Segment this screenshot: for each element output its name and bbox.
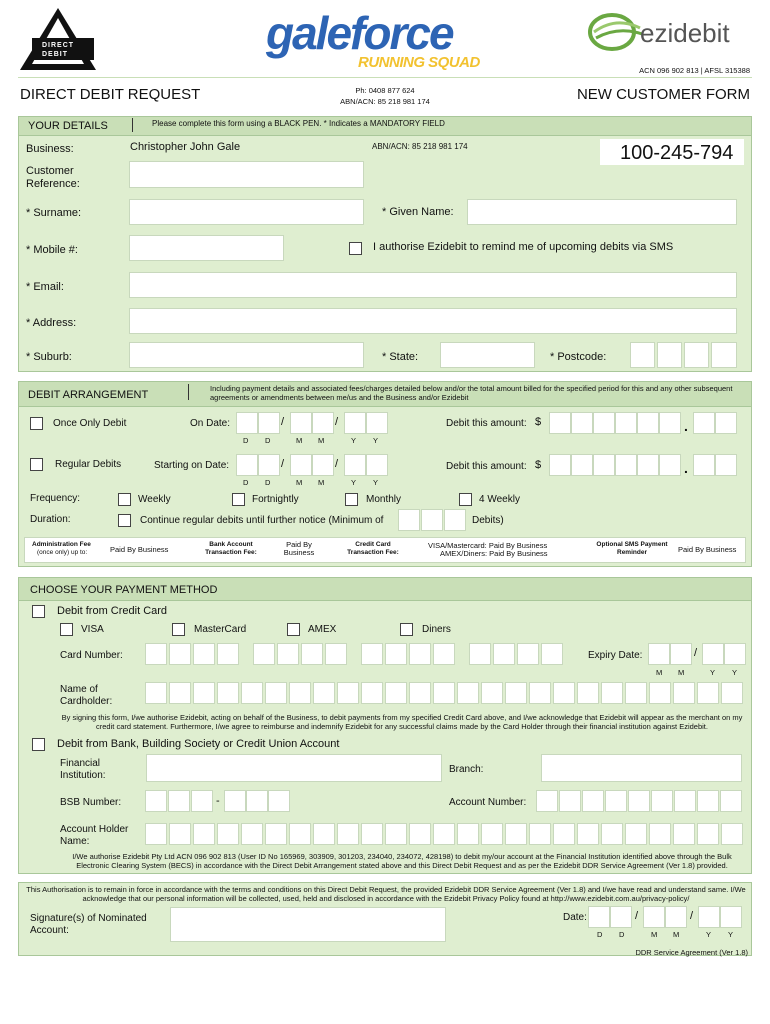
starting-on-label: Starting on Date: <box>154 460 230 471</box>
regular-date-y1[interactable] <box>344 454 366 476</box>
signature-input[interactable] <box>170 907 446 942</box>
regular-amount-3[interactable] <box>593 454 615 476</box>
account-holder-char-2[interactable] <box>169 823 191 845</box>
state-input[interactable] <box>440 342 535 368</box>
account-holder-char-21[interactable] <box>625 823 647 845</box>
sign-date-d2[interactable] <box>610 906 632 928</box>
mobile-input[interactable] <box>129 235 284 261</box>
cardholder-char-19[interactable] <box>577 682 599 704</box>
cardholder-char-1[interactable] <box>145 682 167 704</box>
sign-date-d1[interactable] <box>588 906 610 928</box>
date-letter: M <box>318 478 325 487</box>
bank-fee-value: Paid By Business <box>283 540 315 557</box>
card-number-digit-12[interactable] <box>433 643 455 665</box>
account-holder-char-22[interactable] <box>649 823 671 845</box>
cardholder-char-23[interactable] <box>673 682 695 704</box>
cardholder-char-22[interactable] <box>649 682 671 704</box>
account-holder-char-4[interactable] <box>217 823 239 845</box>
date-slash: / <box>635 910 639 922</box>
regular-cents-1[interactable] <box>693 454 715 476</box>
surname-input[interactable] <box>129 199 364 225</box>
account-holder-label: Account Holder Name: <box>60 824 129 847</box>
date-letter: D <box>597 930 603 939</box>
email-label: * Email: <box>26 281 64 293</box>
once-amount-2[interactable] <box>571 412 593 434</box>
regular-date-d2[interactable] <box>258 454 280 476</box>
postcode-digit-3[interactable] <box>684 342 709 368</box>
once-cents-2[interactable] <box>715 412 737 434</box>
once-date-m2[interactable] <box>312 412 334 434</box>
date-letter: Y <box>351 478 357 487</box>
bsb-digit-2[interactable] <box>168 790 190 812</box>
cardholder-char-15[interactable] <box>481 682 503 704</box>
expiry-letter: M <box>678 668 685 677</box>
card-mastercard-checkbox[interactable] <box>172 623 185 636</box>
account-holder-char-23[interactable] <box>673 823 695 845</box>
debit-arrangement-description: Including payment details and associated fees/charges detailed below and/or the total amount billed for the specified period for this and any other subsequent agreements or amendments between me/us and the Business and/or Ezidebit <box>210 384 733 402</box>
bsb-digit-4[interactable] <box>224 790 246 812</box>
account-holder-char-17[interactable] <box>529 823 551 845</box>
direct-debit-logo <box>18 8 98 72</box>
card-authorisation-text: By signing this form, I/we authorise Ezidebit, acting on behalf of the Business, to debit payments from my specified Credit Card above, and I/we acknowledge that Ezidebit will appear as the merchant on my credit card statement. Furthermore, I/we agree to reimburse and indemnify Ezidebit for any successful claims made by the Card Holder through their financial institution against Ezidebit. <box>61 713 743 731</box>
once-amount-5[interactable] <box>637 412 659 434</box>
expiry-y1[interactable] <box>702 643 724 665</box>
business-id: 100-245-794 <box>620 142 734 164</box>
authorisation-terms: This Authorisation is to remain in force in accordance with the terms and conditions on this Direct Debit Request, the provided Ezidebit DDR Service Agreement (Ver 1.8) and I/we have read and understand same. I/We acknowledge that our personal information will be collected, used, held and disclosed in accordance with the Ezidebit Privacy Policy found at http://www.ezidebit.com.au/privacy-policy/ <box>26 885 746 903</box>
expiry-letter: Y <box>732 668 738 677</box>
card-number-digit-2[interactable] <box>169 643 191 665</box>
cardholder-char-4[interactable] <box>217 682 239 704</box>
account-holder-char-3[interactable] <box>193 823 215 845</box>
account-number-label: Account Number: <box>449 797 527 808</box>
account-number-digit-8[interactable] <box>697 790 719 812</box>
direct-debit-logo-icon <box>18 8 98 72</box>
cardholder-char-10[interactable] <box>361 682 383 704</box>
regular-date-d1[interactable] <box>236 454 258 476</box>
date-letter: Y <box>728 930 734 939</box>
date-slash: / <box>335 458 339 470</box>
cardholder-char-16[interactable] <box>505 682 527 704</box>
cardholder-char-2[interactable] <box>169 682 191 704</box>
regular-amount-6[interactable] <box>659 454 681 476</box>
galeforce-logo-main: galeforce <box>266 7 453 59</box>
account-holder-char-18[interactable] <box>553 823 575 845</box>
card-number-digit-6[interactable] <box>277 643 299 665</box>
on-date-label: On Date: <box>190 418 231 429</box>
postcode-label: * Postcode: <box>550 351 607 363</box>
once-date-d1[interactable] <box>236 412 258 434</box>
account-holder-char-14[interactable] <box>457 823 479 845</box>
date-letter: D <box>265 436 271 445</box>
card-fee-value-1: VISA/Mastercard: Paid By Business <box>428 541 548 550</box>
given-name-input[interactable] <box>467 199 737 225</box>
credit-card-checkbox[interactable] <box>32 605 45 618</box>
decimal-point: . <box>684 460 688 476</box>
account-number-digit-4[interactable] <box>605 790 627 812</box>
date-letter: Y <box>373 478 379 487</box>
cardholder-char-17[interactable] <box>529 682 551 704</box>
your-details-instruction: Please complete this form using a BLACK PEN. * Indicates a MANDATORY FIELD <box>152 119 445 128</box>
account-holder-char-5[interactable] <box>241 823 263 845</box>
account-holder-char-8[interactable] <box>313 823 335 845</box>
card-number-digit-15[interactable] <box>517 643 539 665</box>
card-visa-checkbox[interactable] <box>60 623 73 636</box>
frequency-monthly-label: Monthly <box>366 494 402 505</box>
frequency-fortnightly-label: Fortnightly <box>252 494 299 505</box>
date-letter: M <box>318 436 325 445</box>
your-details-heading: YOUR DETAILS <box>28 120 108 132</box>
postcode-digit-4[interactable] <box>711 342 737 368</box>
galeforce-logo <box>262 4 512 74</box>
account-holder-char-7[interactable] <box>289 823 311 845</box>
acn-afsl: ACN 096 902 813 | AFSL 315388 <box>639 66 750 75</box>
card-diners-label: Diners <box>422 624 451 635</box>
expiry-label: Expiry Date: <box>588 650 643 661</box>
frequency-label: Frequency: <box>30 493 81 504</box>
date-letter: M <box>651 930 658 939</box>
minimum-debits-1[interactable] <box>398 509 420 531</box>
card-amex-label: AMEX <box>308 624 337 635</box>
regular-amount-5[interactable] <box>637 454 659 476</box>
customer-reference-input[interactable] <box>129 161 364 188</box>
ezidebit-logo-text: ezidebit <box>640 18 730 48</box>
frequency-fortnightly-checkbox[interactable] <box>232 493 245 506</box>
branch-input[interactable] <box>541 754 742 782</box>
regular-debits-label: Regular Debits <box>55 459 122 470</box>
account-holder-char-6[interactable] <box>265 823 287 845</box>
once-date-d2[interactable] <box>258 412 280 434</box>
account-holder-char-1[interactable] <box>145 823 167 845</box>
cardholder-char-7[interactable] <box>289 682 311 704</box>
sign-date-y2[interactable] <box>720 906 742 928</box>
suburb-label: * Suburb: <box>26 351 72 363</box>
account-holder-char-13[interactable] <box>433 823 455 845</box>
bsb-digit-5[interactable] <box>246 790 268 812</box>
credit-card-label: Debit from Credit Card <box>57 605 168 617</box>
card-number-digit-9[interactable] <box>361 643 383 665</box>
regular-date-m2[interactable] <box>312 454 334 476</box>
business-label: Business: <box>26 143 74 155</box>
card-number-digit-11[interactable] <box>409 643 431 665</box>
admin-fee-label: Administration Fee <box>32 541 91 548</box>
address-input[interactable] <box>129 308 737 334</box>
once-date-m1[interactable] <box>290 412 312 434</box>
date-letter: D <box>243 478 249 487</box>
right-title: NEW CUSTOMER FORM <box>576 86 750 103</box>
once-date-y2[interactable] <box>366 412 388 434</box>
currency-symbol: $ <box>535 416 542 428</box>
expiry-m2[interactable] <box>670 643 692 665</box>
heading-divider <box>188 384 189 400</box>
payment-method-heading: CHOOSE YOUR PAYMENT METHOD <box>30 584 218 596</box>
galeforce-logo-sub: RUNNING SQUAD <box>358 54 480 71</box>
once-amount-3[interactable] <box>593 412 615 434</box>
card-number-digit-16[interactable] <box>541 643 563 665</box>
postcode-digit-2[interactable] <box>657 342 682 368</box>
header-phone: Ph: 0408 877 624 <box>355 86 415 95</box>
decimal-point: . <box>684 418 688 434</box>
debits-suffix: Debits) <box>472 515 504 526</box>
bank-authorisation-text: I/We authorise Ezidebit Pty Ltd ACN 096 902 813 (User ID No 165969, 303909, 301203, 234040, 234072, 428198) to debit my/our account at the Financial Institution identified above through the Bulk Electronic Clearing System (BECS) in accordance with the Direct Debit Arrangement stated above and this Direct Debit Request and as per the Ezidebit DDR Service Agreement (Ver 1.8) provided. <box>72 852 732 870</box>
card-number-digit-10[interactable] <box>385 643 407 665</box>
email-input[interactable] <box>129 272 737 298</box>
account-holder-char-25[interactable] <box>721 823 743 845</box>
account-holder-char-9[interactable] <box>337 823 359 845</box>
date-slash: / <box>281 416 285 428</box>
card-mastercard-label: MasterCard <box>194 624 247 635</box>
account-holder-char-10[interactable] <box>361 823 383 845</box>
date-slash: / <box>281 458 285 470</box>
account-number-digit-7[interactable] <box>674 790 696 812</box>
header-abn: ABN/ACN: 85 218 981 174 <box>340 97 430 106</box>
account-number-digit-9[interactable] <box>720 790 742 812</box>
card-diners-checkbox[interactable] <box>400 623 413 636</box>
cardholder-char-6[interactable] <box>265 682 287 704</box>
expiry-letter: Y <box>710 668 716 677</box>
bank-account-checkbox[interactable] <box>32 738 45 751</box>
suburb-input[interactable] <box>129 342 364 368</box>
regular-amount-label: Debit this amount: <box>446 461 527 472</box>
postcode-digit-1[interactable] <box>630 342 655 368</box>
once-cents-1[interactable] <box>693 412 715 434</box>
account-holder-char-19[interactable] <box>577 823 599 845</box>
account-number-digit-5[interactable] <box>628 790 650 812</box>
cardholder-char-21[interactable] <box>625 682 647 704</box>
frequency-4weekly-checkbox[interactable] <box>459 493 472 506</box>
duration-text: Continue regular debits until further notice (Minimum of <box>140 515 384 526</box>
regular-date-m1[interactable] <box>290 454 312 476</box>
account-number-digit-2[interactable] <box>559 790 581 812</box>
card-number-digit-5[interactable] <box>253 643 275 665</box>
state-label: * State: <box>382 351 419 363</box>
once-amount-1[interactable] <box>549 412 571 434</box>
cardholder-char-24[interactable] <box>697 682 719 704</box>
ezidebit-swoosh-icon <box>588 10 644 52</box>
cardholder-char-20[interactable] <box>601 682 623 704</box>
date-letter: D <box>243 436 249 445</box>
once-amount-6[interactable] <box>659 412 681 434</box>
bank-account-label: Debit from Bank, Building Society or Credit Union Account <box>57 738 340 750</box>
regular-debits-checkbox[interactable] <box>30 458 43 471</box>
date-letter: M <box>296 436 303 445</box>
cardholder-char-9[interactable] <box>337 682 359 704</box>
account-holder-char-16[interactable] <box>505 823 527 845</box>
cardholder-char-25[interactable] <box>721 682 743 704</box>
card-number-label: Card Number: <box>60 650 123 661</box>
frequency-4weekly-label: 4 Weekly <box>479 494 520 505</box>
date-slash: / <box>335 416 339 428</box>
card-number-digit-14[interactable] <box>493 643 515 665</box>
sign-date-y1[interactable] <box>698 906 720 928</box>
minimum-debits-2[interactable] <box>421 509 443 531</box>
bsb-digit-1[interactable] <box>145 790 167 812</box>
card-number-digit-8[interactable] <box>325 643 347 665</box>
frequency-weekly-label: Weekly <box>138 494 171 505</box>
cardholder-char-13[interactable] <box>433 682 455 704</box>
sms-fee-value: Paid By Business <box>678 545 737 554</box>
sign-date-m2[interactable] <box>665 906 687 928</box>
duration-label: Duration: <box>30 514 71 525</box>
expiry-y2[interactable] <box>724 643 746 665</box>
date-letter: D <box>619 930 625 939</box>
mobile-label: * Mobile #: <box>26 244 78 256</box>
bsb-dash: - <box>216 795 220 807</box>
currency-symbol: $ <box>535 459 542 471</box>
frequency-weekly-checkbox[interactable] <box>118 493 131 506</box>
cardholder-char-11[interactable] <box>385 682 407 704</box>
cardholder-char-18[interactable] <box>553 682 575 704</box>
left-title: DIRECT DEBIT REQUEST <box>20 86 201 103</box>
sign-date-m1[interactable] <box>643 906 665 928</box>
financial-institution-label: Financial Institution: <box>60 758 106 781</box>
date-letter: Y <box>706 930 712 939</box>
admin-fee-sub: (once only) up to: <box>37 549 88 556</box>
card-fee-label: Credit Card Transaction Fee: <box>347 541 399 556</box>
footer-version: DDR Service Agreement (Ver 1.8) <box>635 948 748 957</box>
regular-amount-1[interactable] <box>549 454 571 476</box>
abn-label: ABN/ACN: 85 218 981 174 <box>372 142 468 151</box>
date-letter: Y <box>351 436 357 445</box>
surname-label: * Surname: <box>26 207 82 219</box>
bsb-label: BSB Number: <box>60 797 122 808</box>
ezidebit-logo <box>588 10 752 54</box>
direct-debit-logo-text: DIRECT DEBIT <box>42 42 75 58</box>
account-holder-char-15[interactable] <box>481 823 503 845</box>
bsb-digit-3[interactable] <box>191 790 213 812</box>
sms-authorise-label: I authorise Ezidebit to remind me of upcoming debits via SMS <box>373 241 674 253</box>
account-holder-char-11[interactable] <box>385 823 407 845</box>
address-label: * Address: <box>26 317 77 329</box>
bank-fee-label: Bank Account Transaction Fee: <box>205 541 257 556</box>
date-letter: D <box>265 478 271 487</box>
debit-amount-label: Debit this amount: <box>446 418 527 429</box>
once-amount-4[interactable] <box>615 412 637 434</box>
once-only-label: Once Only Debit <box>53 418 127 429</box>
date-letter: Y <box>373 436 379 445</box>
account-holder-char-24[interactable] <box>697 823 719 845</box>
cardholder-char-8[interactable] <box>313 682 335 704</box>
account-holder-char-20[interactable] <box>601 823 623 845</box>
duration-checkbox[interactable] <box>118 514 131 527</box>
admin-fee-value: Paid By Business <box>110 545 169 554</box>
card-number-digit-3[interactable] <box>193 643 215 665</box>
cardholder-char-3[interactable] <box>193 682 215 704</box>
once-date-y1[interactable] <box>344 412 366 434</box>
header-rule <box>18 77 752 78</box>
date-slash: / <box>690 910 694 922</box>
signature-label: Signature(s) of Nominated Account: <box>30 913 147 936</box>
cardholder-char-12[interactable] <box>409 682 431 704</box>
card-number-digit-4[interactable] <box>217 643 239 665</box>
expiry-slash: / <box>694 647 698 659</box>
heading-divider <box>132 118 133 132</box>
given-name-label: * Given Name: <box>382 206 454 218</box>
financial-institution-input[interactable] <box>146 754 442 782</box>
sms-authorise-checkbox[interactable] <box>349 242 362 255</box>
cardholder-label: Name of Cardholder: <box>60 684 113 707</box>
date-letter: M <box>673 930 680 939</box>
regular-amount-2[interactable] <box>571 454 593 476</box>
account-holder-char-12[interactable] <box>409 823 431 845</box>
card-number-digit-7[interactable] <box>301 643 323 665</box>
frequency-monthly-checkbox[interactable] <box>345 493 358 506</box>
card-amex-checkbox[interactable] <box>287 623 300 636</box>
business-value: Christopher John Gale <box>130 141 241 153</box>
card-fee-value-2: AMEX/Diners: Paid By Business <box>440 549 548 558</box>
expiry-m1[interactable] <box>648 643 670 665</box>
account-number-digit-1[interactable] <box>536 790 558 812</box>
card-number-digit-13[interactable] <box>469 643 491 665</box>
minimum-debits-3[interactable] <box>444 509 466 531</box>
bsb-digit-6[interactable] <box>268 790 290 812</box>
sms-fee-label: Optional SMS Payment Reminder <box>596 541 668 556</box>
account-number-digit-3[interactable] <box>582 790 604 812</box>
debit-arrangement-heading: DEBIT ARRANGEMENT <box>28 389 149 401</box>
customer-reference-label: Customer Reference: <box>26 165 80 190</box>
date-letter: M <box>296 478 303 487</box>
once-only-checkbox[interactable] <box>30 417 43 430</box>
signature-date-label: Date: <box>563 912 587 923</box>
cardholder-char-14[interactable] <box>457 682 479 704</box>
regular-date-y2[interactable] <box>366 454 388 476</box>
expiry-letter: M <box>656 668 663 677</box>
cardholder-char-5[interactable] <box>241 682 263 704</box>
regular-cents-2[interactable] <box>715 454 737 476</box>
account-number-digit-6[interactable] <box>651 790 673 812</box>
regular-amount-4[interactable] <box>615 454 637 476</box>
branch-label: Branch: <box>449 764 484 775</box>
card-number-digit-1[interactable] <box>145 643 167 665</box>
card-visa-label: VISA <box>81 624 104 635</box>
